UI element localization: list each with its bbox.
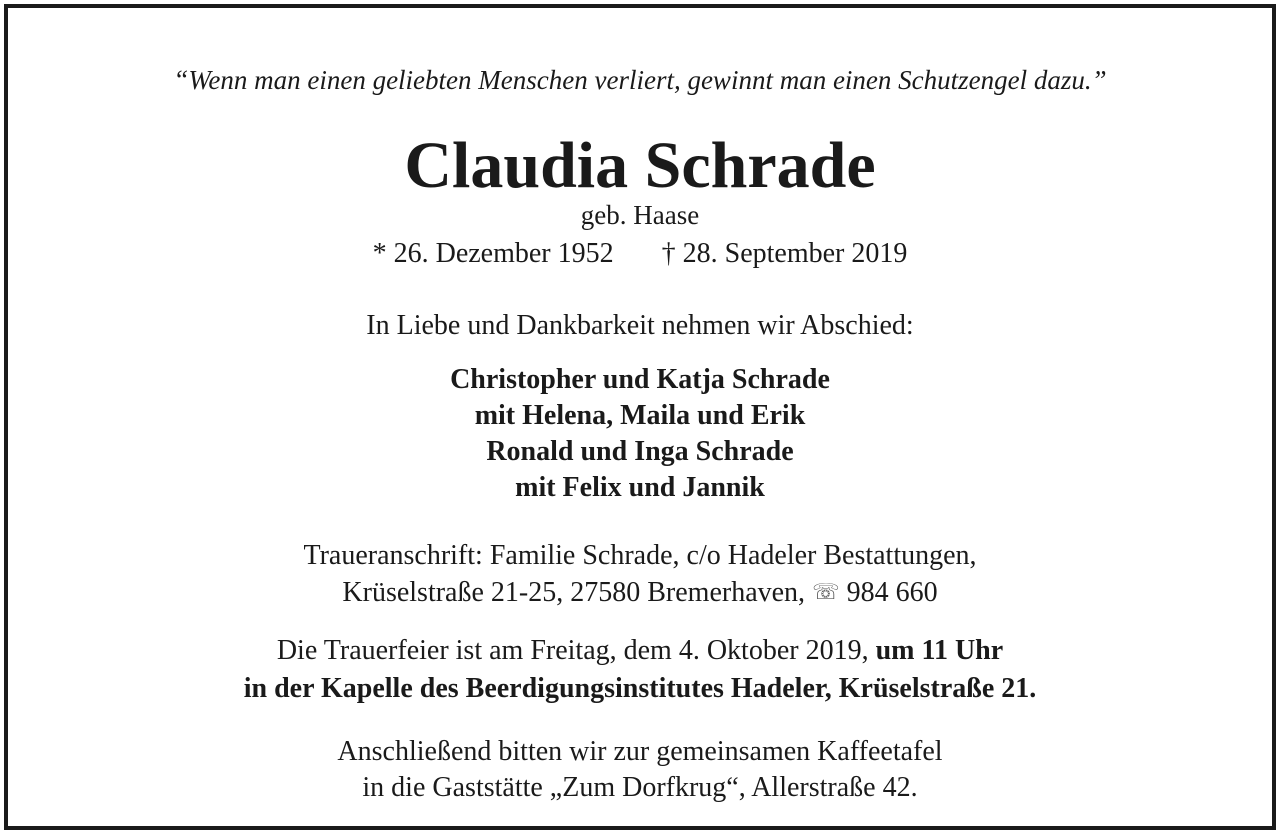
coffee-line-1: Anschließend bitten wir zur gemeinsamen Kaffeetafel: [337, 736, 943, 767]
address-line-2: [8, 574, 1272, 611]
death-date: † 28. September 2019: [661, 238, 908, 269]
obituary-content: [8, 8, 1272, 826]
birth-date: * 26. Dezember 1952: [372, 238, 614, 269]
coffee-line-2: in die Gaststätte „Zum Dorfkrug“, Allerstraße 42.: [362, 772, 918, 803]
family-line: mit Helena, Maila und Erik: [474, 400, 806, 431]
obituary-frame: [4, 4, 1276, 830]
family-line: mit Felix und Jannik: [515, 472, 765, 503]
telephone-icon: ☏: [812, 579, 840, 604]
ceremony-info: [8, 632, 1272, 708]
family-list: [8, 362, 1272, 506]
maiden-name: geb. Haase: [580, 200, 700, 230]
ceremony-time: um 11 Uhr: [875, 635, 1004, 666]
family-line: Ronald und Inga Schrade: [486, 436, 794, 467]
phone-number: 984 660: [846, 577, 938, 608]
mourning-address: [8, 538, 1272, 611]
ceremony-date: Die Trauerfeier ist am Freitag, dem 4. Oktober 2019,: [276, 635, 869, 666]
life-dates: [8, 234, 1272, 274]
quote: “Wenn man einen geliebten Menschen verliert, gewinnt man einen Schutzengel dazu.”: [173, 65, 1107, 95]
ceremony-location: in der Kapelle des Beerdigungsinstitutes Hadeler, Krüselstraße 21.: [243, 673, 1037, 704]
deceased-name: Claudia Schrade: [404, 129, 876, 202]
farewell-text: In Liebe und Dankbarkeit nehmen wir Abschied:: [366, 310, 914, 341]
family-line: Christopher und Katja Schrade: [450, 364, 830, 395]
ceremony-line-1: [8, 632, 1272, 670]
coffee-invitation: [8, 734, 1272, 806]
address-street: Krüselstraße 21-25, 27580 Bremerhaven,: [342, 577, 806, 608]
address-line-1: Traueranschrift: Familie Schrade, c/o Hadeler Bestattungen,: [303, 540, 977, 571]
